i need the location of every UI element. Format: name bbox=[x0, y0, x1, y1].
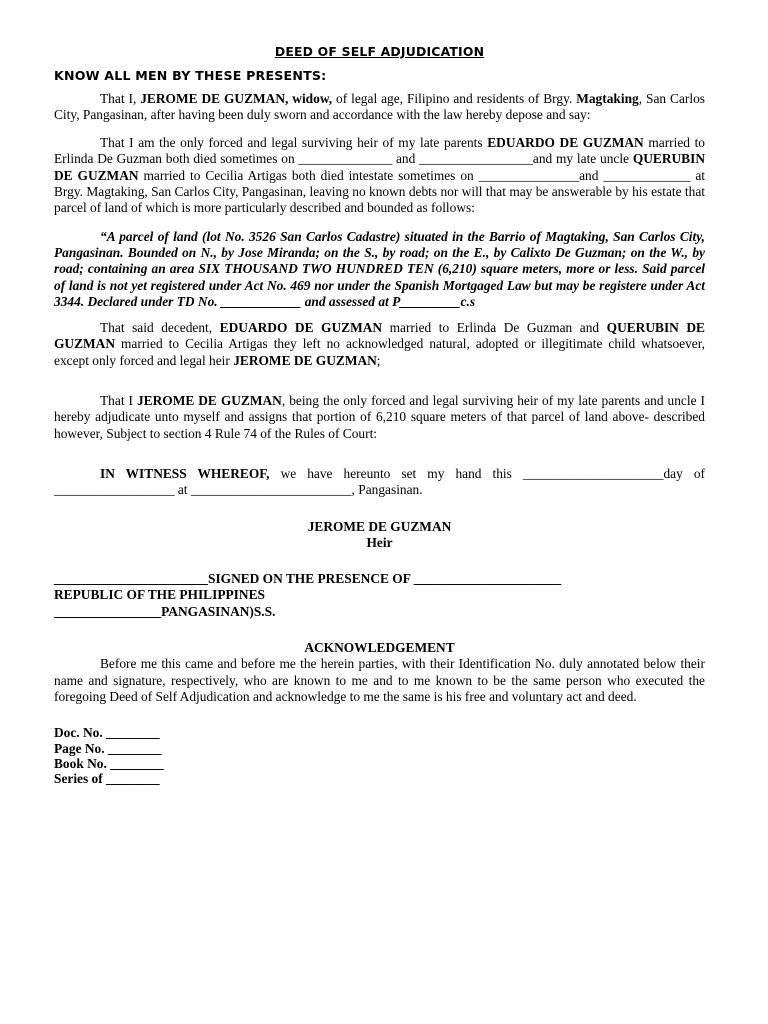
text: we have hereunto set my hand this _____________________day of __________________ at ________________________, Pangasinan. bbox=[54, 465, 705, 498]
text: , San Carlos City, Pangasinan, after having been duly sworn and accordance with the law hereby depose and say: bbox=[54, 90, 705, 122]
paragraph-heirship bbox=[54, 135, 705, 216]
text: married to Erlinda De Guzman and bbox=[382, 320, 607, 336]
text: That said decedent, bbox=[100, 320, 220, 336]
text: That I bbox=[100, 393, 137, 409]
heir-name: JEROME DE GUZMAN, widow, bbox=[140, 90, 333, 106]
paragraph-decedent bbox=[54, 320, 705, 369]
acknowledgement-text: Before me this came and before me the herein parties, with their Identification No. duly annotated below their name and signature, respectively, who are known to me and to me known to be the same person who executed the foregoing Deed of Self Adjudication and acknowledge to me the same is his free and voluntary act and deed. bbox=[54, 656, 705, 704]
text: ; bbox=[376, 352, 381, 368]
paragraph-witness bbox=[54, 466, 705, 499]
uncle-name: QUERUBIN DE GUZMAN bbox=[54, 320, 705, 352]
text: married to Erlinda De Guzman both died sometimes on ______________ and _________________and my late uncle bbox=[54, 135, 705, 167]
doc-number: Doc. No. ________ bbox=[54, 725, 160, 741]
text: , being the only forced and legal surviving heir of my late parents and uncle I hereby adjudicate unto myself and assigns that portion of 6,210 square meters of that parcel of land above- described however, Subject to section 4 Rule 74 of the Rules of Court: bbox=[54, 393, 705, 441]
page-number: Page No. ________ bbox=[54, 740, 162, 756]
parent-name: EDUARDO DE GUZMAN bbox=[487, 135, 644, 151]
barangay-name: Magtaking bbox=[576, 90, 639, 106]
witness-heading: IN WITNESS WHEREOF, bbox=[100, 465, 270, 481]
book-number: Book No. ________ bbox=[54, 755, 164, 771]
signatory-name: JEROME DE GUZMAN bbox=[307, 518, 452, 534]
text: married to Cecilia Artigas they left no acknowledged natural, adopted or illegitimate child whatsoever, except only forced and legal heir bbox=[54, 336, 705, 368]
document-title: DEED OF SELF ADJUDICATION bbox=[274, 44, 485, 59]
signatory-role: Heir bbox=[366, 534, 393, 550]
republic-line: REPUBLIC OF THE PHILIPPINES bbox=[54, 587, 265, 603]
signed-presence-line: _______________________SIGNED ON THE PRESENCE OF ______________________ bbox=[54, 571, 562, 587]
venue-line: ________________PANGASINAN)S.S. bbox=[54, 603, 276, 619]
text: of legal age, Filipino and residents of Brgy. bbox=[332, 90, 577, 106]
text: That I, bbox=[100, 90, 141, 106]
paragraph-land-description: “A parcel of land (lot No. 3526 San Carlos Cadastre) situated in the Barrio of Magtaking, San Carlos City, Pangasinan. Bounded on N., by Jose Miranda; on the S., by road; on the E., by Calixto De Guzman; on the W., by road; containing an area SIX THOUSAND TWO HUNDRED TEN (6,210) square meters, more or less. Said parcel of land is not yet registered under Act No. 469 nor under the Spanish Mortgaged Law but may be registere under Act 3344. Declared under TD No. ____________ and assessed at P_________c.s bbox=[54, 228, 705, 309]
uncle-name: QUERUBIN DE GUZMAN bbox=[54, 151, 705, 183]
paragraph-intro bbox=[54, 91, 705, 124]
text: That I am the only forced and legal surviving heir of my late parents bbox=[100, 135, 488, 151]
know-all-heading: KNOW ALL MEN BY THESE PRESENTS: bbox=[54, 68, 327, 84]
paragraph-adjudication bbox=[54, 393, 705, 442]
document-page bbox=[54, 44, 705, 786]
text: married to Cecilia Artigas both died intestate sometimes on _______________and _____________ at Brgy. Magtaking, San Carlos City, Pangasinan, leaving no known debts nor will that may be answerable by his estate that parcel of land of which is more particularly described and bounded as follows: bbox=[54, 167, 705, 216]
heir-name: JEROME DE GUZMAN bbox=[136, 393, 282, 409]
parent-name: EDUARDO DE GUZMAN bbox=[219, 320, 383, 336]
series-number: Series of ________ bbox=[54, 771, 160, 787]
heir-name: JEROME DE GUZMAN bbox=[233, 352, 377, 368]
acknowledgement-title: ACKNOWLEDGEMENT bbox=[304, 640, 455, 656]
